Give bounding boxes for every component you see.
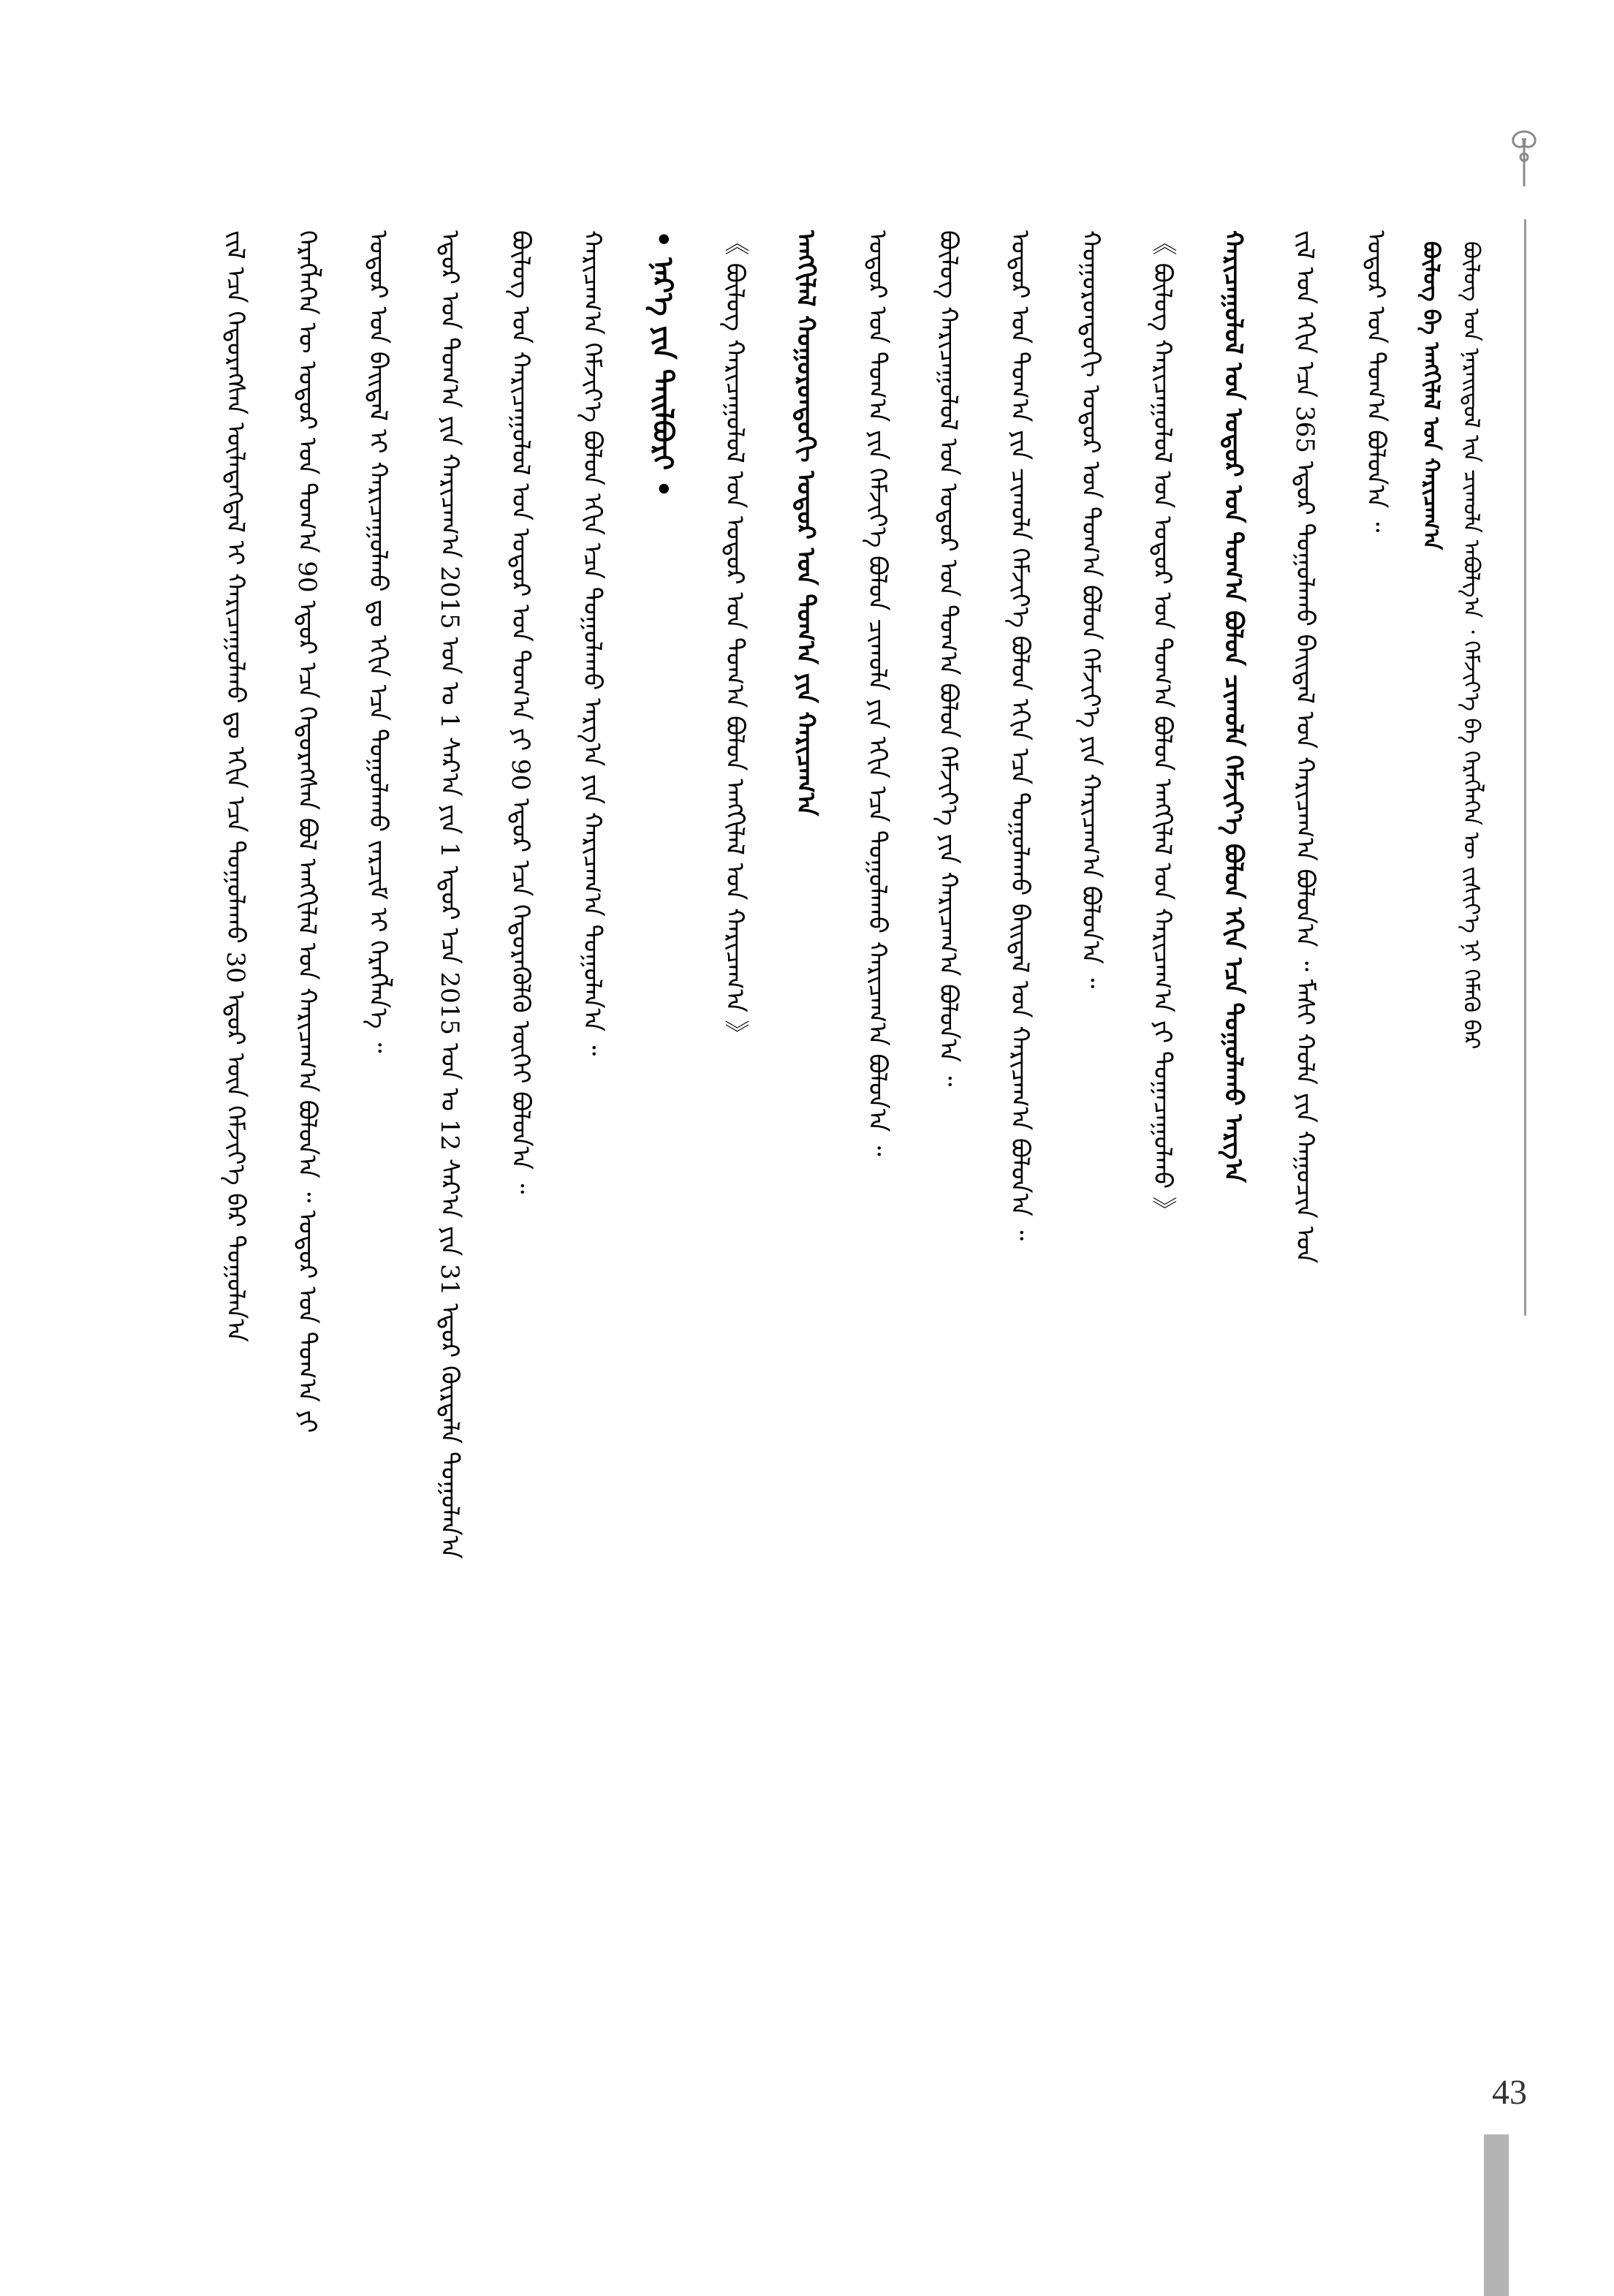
header-rule	[1524, 219, 1526, 1316]
text-column: ᠣᠳᠣᠷ ᠤᠨ ᠪᠠᠢᠳᠠᠯ ᠢ ᠬᠠᠷᠢᠴᠠᠭᠤᠯᠬᠤ ᠳᠤ ᠡᠬᠢᠨ ᠡᠴᠡ ᠲᠣᠭᠣᠯᠠᠬᠤ ᠵᠠᠷᠴᠢᠮ ᠢ ᠬᠡᠷᠡᠭᠯᠡᠨ᠎ᠡ ᠃	[363, 230, 393, 1053]
text-column: 《 ᠪᠦᠯᠦᠭ ᠬᠠᠷᠢᠴᠠᠭᠤᠯᠤᠯ ᠤᠨ ᠣᠳᠣᠷ ᠤᠨ ᠲᠣᠭ᠎ᠠ ᠪᠣᠯᠤᠨ ᠠᠩᠭᠢᠯᠠᠯ ᠤᠨ ᠬᠠᠷᠢᠴᠠᠭ᠎ᠠ ᠶᠢ ᠲᠣᠭᠠᠴᠠᠭᠤᠯᠬᠤ 》	[1148, 230, 1177, 1221]
text-column: ᠣᠳᠣᠷ ᠤᠨ ᠲᠣᠭ᠎ᠠ ᠪᠣᠯᠤᠨ᠎ᠠ ᠃	[1361, 230, 1390, 533]
text-column: ᠡᠳᠦᠷ ᠤᠨ ᠲᠣᠭ᠎ᠠ ᠶᠢᠨ ᠬᠠᠷᠢᠴᠠᠭ᠎ᠠ 2015 ᠣᠨ ᠤ 1 ᠰᠠᠷ᠎ᠠ ᠶᠢᠨ 1 ᠡᠳᠦᠷ ᠡᠴᠡ 2015 ᠣᠨ ᠤ 12 ᠰᠠᠷ᠎ᠠ ᠶᠢᠨ 31 ᠡᠳᠦᠷ ᠬᠦᠷᠲᠡᠯᠡ ᠲᠣᠭᠣᠯᠠᠨ᠎ᠠ	[435, 230, 464, 1559]
text-column: ᠬᠠᠷᠢᠴᠠᠭ᠎ᠠ ᠬᠡᠮᠵᠢᠶ᠎ᠡ ᠪᠣᠯᠤᠨ ᠡᠬᠢᠨ ᠡᠴᠡ ᠲᠣᠭᠣᠯᠠᠬᠤ ᠠᠷᠭ᠎ᠠ ᠶᠢᠨ ᠬᠠᠷᠢᠴᠠᠭ᠎ᠠ ᠲᠣᠭᠣᠯᠠᠨ᠎ᠠ ᠃	[577, 230, 607, 1056]
text-column: ᠬᠡᠷᠡᠭᠯᠡᠭᠡᠨ ᠦ ᠣᠳᠣᠷ ᠤᠨ ᠲᠣᠭ᠎ᠠ 90 ᠡᠳᠦᠷ ᠡᠴᠡ ᠬᠡᠲᠦᠷᠡᠭᠰᠡᠨ ᠪᠣᠯ ᠠᠩᠭᠢᠯᠠᠯ ᠤᠨ ᠬᠠᠷᠢᠴᠠᠭ᠎ᠠ ᠪᠣᠯᠤᠨ᠎ᠠ ᠃ ᠣᠳᠣᠷ ᠤᠨ ᠲᠣᠭ᠎ᠠ ᠶᠢ	[292, 230, 322, 1433]
thumb-index-tab	[1484, 2134, 1509, 2296]
text-column: ᠣᠳᠣᠷ ᠤᠨ ᠲᠣᠭ᠎ᠠ ᠶᠢᠨ ᠬᠡᠮᠵᠢᠶ᠎ᠡ ᠪᠣᠯᠤᠨ ᠴᠢᠬᠤᠯᠠ ᠶᠢᠨ ᠡᠬᠢᠨ ᠡᠴᠡ ᠲᠣᠭᠣᠯᠠᠬᠤ ᠬᠠᠷᠢᠴᠠᠭ᠎ᠠ ᠪᠣᠯᠤᠨ᠎ᠠ ᠃	[863, 230, 892, 1156]
ornament-flourish-icon	[1491, 124, 1557, 190]
running-header-line-2: ᠪᠦᠯᠦᠭ ᠪᠠ ᠠᠩᠭᠢᠯᠠᠯ ᠤᠨ ᠬᠠᠷᠢᠴᠠᠭ᠎ᠠ	[1418, 241, 1444, 550]
text-column: ᠬᠠᠷᠢᠴᠠᠭᠤᠯᠤᠯ ᠤᠨ ᠣᠳᠣᠷ ᠤᠨ ᠲᠣᠭ᠎ᠠ ᠪᠣᠯᠤᠨ ᠴᠢᠬᠤᠯᠠ ᠬᠡᠮᠵᠢᠶ᠎ᠡ ᠪᠣᠯᠤᠨ ᠡᠬᠢᠨ ᠡᠴᠡ ᠲᠣᠭᠣᠯᠠᠬᠤ ᠠᠷᠭ᠎ᠠ	[1219, 230, 1248, 1183]
page-number: 43	[1492, 2073, 1527, 2112]
text-column: ᠵᠢᠯ ᠡᠴᠡ ᠬᠡᠲᠦᠷᠡᠭᠰᠡᠨ ᠦᠯᠡᠳᠡᠭᠳᠡᠯ ᠢ ᠬᠠᠷᠢᠴᠠᠭᠤᠯᠬᠤ ᠳᠤ ᠡᠬᠢᠨ ᠡᠴᠡ ᠲᠣᠭᠣᠯᠠᠬᠤ 30 ᠡᠳᠦᠷ ᠦᠨ ᠬᠡᠮᠵᠢᠶ᠎ᠡ ᠪᠠᠷ ᠲᠣᠭᠣᠯᠠᠨ᠎ᠠ	[221, 230, 250, 1342]
section-heading: • ᠨᠡᠷ᠎ᠡ ᠶᠢᠨ ᠲᠠᠢᠯᠪᠤᠷᠢ •	[647, 230, 680, 498]
text-column: ᠠᠩᠭᠢᠯᠠᠯ ᠬᠣᠭᠣᠷᠣᠨᠳᠣᠬᠢ ᠣᠳᠣᠷ ᠤᠨ ᠲᠣᠭ᠎ᠠ ᠶᠢᠨ ᠬᠠᠷᠢᠴᠠᠭ᠎ᠠ	[791, 230, 820, 817]
text-column: ᠬᠣᠭᠣᠷᠣᠨᠳᠣᠬᠢ ᠣᠳᠣᠷ ᠤᠨ ᠲᠣᠭ᠎ᠠ ᠪᠣᠯᠤᠨ ᠬᠡᠮᠵᠢᠶ᠎ᠡ ᠶᠢᠨ ᠬᠠᠷᠢᠴᠠᠭ᠎ᠠ ᠪᠣᠯᠤᠨ᠎ᠠ ᠃	[1076, 230, 1105, 989]
running-header	[1484, 128, 1557, 1297]
text-column: ᠪᠦᠯᠦᠭ ᠤᠨ ᠬᠠᠷᠢᠴᠠᠭᠤᠯᠤᠯ ᠤᠨ ᠣᠳᠣᠷ ᠤᠨ ᠲᠣᠭ᠎ᠠ ᠶᠢ 90 ᠡᠳᠦᠷ ᠡᠴᠡ ᠬᠡᠲᠦᠷᠡᠭᠦᠯᠬᠦ ᠦᠭᠡᠢ ᠪᠣᠯᠤᠨ᠎ᠠ ᠃	[506, 230, 535, 1194]
text-column: 《 ᠪᠦᠯᠦᠭ ᠬᠠᠷᠢᠴᠠᠭᠤᠯᠤᠯ ᠤᠨ ᠣᠳᠣᠷ ᠤᠨ ᠲᠣᠭ᠎ᠠ ᠪᠣᠯᠤᠨ ᠠᠩᠭᠢᠯᠠᠯ ᠤᠨ ᠬᠠᠷᠢᠴᠠᠭ᠎ᠠ 》	[720, 230, 749, 1045]
text-column: ᠣᠳᠣᠷ ᠤᠨ ᠲᠣᠭ᠎ᠠ ᠶᠢᠨ ᠴᠢᠬᠤᠯᠠ ᠬᠡᠮᠵᠢᠶ᠎ᠡ ᠪᠣᠯᠤᠨ ᠡᠬᠢᠨ ᠡᠴᠡ ᠲᠣᠭᠣᠯᠠᠬᠤ ᠪᠠᠢᠳᠠᠯ ᠤᠨ ᠬᠠᠷᠢᠴᠠᠭ᠎ᠠ ᠪᠣᠯᠤᠨ᠎ᠠ ᠃	[1005, 230, 1034, 1241]
running-header-line-1: ᠪᠦᠯᠦᠭ ᠤᠨ ᠨᠡᠷᠡᠢᠳᠦᠯ ᠢᠨ ᠴᠢᠬᠤᠯᠠ ᠠᠪᠤᠯᠭ᠎ᠠ ᠂ ᠬᠡᠮᠵᠢᠶ᠎ᠡ ᠪᠠ ᠬᠡᠷᠡᠭᠯᠡᠭᠡᠨ ᠦ ᠵᠢᠱᠢᠶ᠎ᠡ ᠨᠢ ᠬᠡᠮᠡᠬᠦ ᠪᠡᠷ	[1458, 241, 1484, 1050]
text-column: ᠵᠢᠯ ᠤᠨ ᠡᠬᠢᠨ ᠡᠴᠡ 365 ᠡᠳᠦᠷ ᠲᠣᠭᠣᠯᠠᠬᠤ ᠪᠠᠢᠳᠠᠯ ᠤᠨ ᠬᠠᠷᠢᠴᠠᠭ᠎ᠠ ᠪᠣᠯᠤᠨ᠎ᠠ ᠃ ᠮᠠᠰᠢ ᠬᠣᠯᠠ ᠶᠢᠨ ᠬᠠᠭᠤᠴᠢᠨ ᠤᠨ	[1290, 230, 1319, 1264]
text-column: ᠪᠦᠯᠦᠭ ᠬᠠᠷᠢᠴᠠᠭᠤᠯᠤᠯ ᠤᠨ ᠣᠳᠣᠷ ᠤᠨ ᠲᠣᠭ᠎ᠠ ᠪᠣᠯᠤᠨ ᠬᠡᠮᠵᠢᠶ᠎ᠡ ᠶᠢᠨ ᠬᠠᠷᠢᠴᠠᠭ᠎ᠠ ᠪᠣᠯᠤᠨ᠎ᠠ ᠃	[933, 230, 963, 1087]
